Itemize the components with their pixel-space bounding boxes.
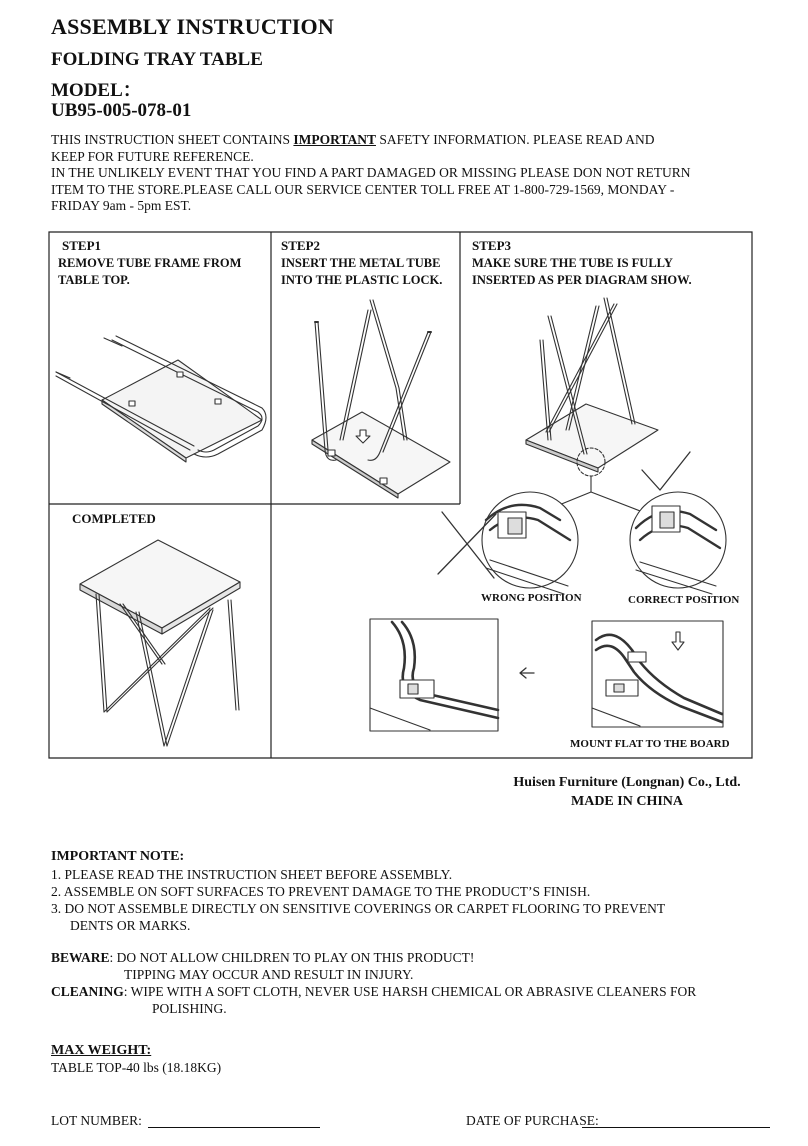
beware-block [51,949,771,1017]
lot-number-field[interactable] [148,1127,320,1128]
note-item-3-cont: DENTS OR MARKS. [70,918,191,933]
intro-line1: THIS INSTRUCTION SHEET CONTAINS [51,132,294,147]
lot-number-label: LOT NUMBER: [51,1113,142,1128]
max-weight-heading: MAX WEIGHT: [51,1043,152,1058]
step2-line1: INSERT THE METAL TUBE [281,256,441,270]
note-item-3: 3. DO NOT ASSEMBLE DIRECTLY ON SENSITIVE COVERINGS OR CARPET FLOORING TO PREVENT [51,901,666,916]
intro-line4: ITEM TO THE STORE.PLEASE CALL OUR SERVICE CENTER TOLL FREE AT 1-800-729-1569, MONDAY - [51,181,675,197]
completed-title: COMPLETED [72,511,156,526]
note-item-2: 2. ASSEMBLE ON SOFT SURFACES TO PREVENT DAMAGE TO THE PRODUCT’S FINISH. [51,884,591,899]
step2-line2: INTO THE PLASTIC LOCK. [281,273,443,287]
model-label: MODEL： [51,80,142,101]
step1-title: STEP1 [62,238,102,253]
important-emphasis: IMPORTANT [293,132,376,147]
step1-line2: TABLE TOP. [58,273,130,287]
cleaning-line2: POLISHING. [152,1001,227,1016]
company-block [494,773,760,811]
wrong-position-illustration [438,492,578,594]
completed-table-illustration [80,540,240,746]
left-arrow-icon [520,668,534,678]
step2-legs-illustration [312,300,450,498]
beware-line2: TIPPING MAY OCCUR AND RESULT IN INJURY. [124,967,414,982]
cleaning-line1: : WIPE WITH A SOFT CLOTH, NEVER USE HARSH CHEMICAL OR ABRASIVE CLEANERS FOR [123,984,697,999]
company-name: Huisen Furniture (Longnan) Co., Ltd. [513,775,741,790]
max-weight-value: TABLE TOP-40 lbs (18.18KG) [51,1060,222,1075]
date-of-purchase-label: DATE OF PURCHASE: [466,1113,599,1128]
important-note-heading: IMPORTANT NOTE: [51,849,185,864]
correct-position-caption: CORRECT POSITION [628,594,740,606]
intro-line2: KEEP FOR FUTURE REFERENCE. [51,148,254,164]
model-number: UB95-005-078-01 [51,100,192,121]
note-item-1: 1. PLEASE READ THE INSTRUCTION SHEET BEFORE ASSEMBLY. [51,867,453,882]
mount-flat-right-illustration [592,621,723,727]
wrong-position-caption: WRONG POSITION [481,592,582,604]
step3-line1: MAKE SURE THE TUBE IS FULLY [472,256,673,270]
intro-line5: FRIDAY 9am - 5pm EST. [51,198,192,213]
step1-frame-illustration [56,336,266,462]
step1-line1: REMOVE TUBE FRAME FROM [58,256,242,270]
beware-line1: : DO NOT ALLOW CHILDREN TO PLAY ON THIS PRODUCT! [109,950,475,965]
cleaning-label: CLEANING [51,984,124,999]
step2-title: STEP2 [281,238,321,253]
product-name: FOLDING TRAY TABLE [51,49,263,70]
document-title: ASSEMBLY INSTRUCTION [51,14,334,39]
intro-line1-end: SAFETY INFORMATION. PLEASE READ AND [375,132,655,147]
correct-position-illustration [630,452,726,594]
important-note-list [51,866,771,934]
date-of-purchase-field[interactable] [582,1127,770,1128]
made-in-label: MADE IN CHINA [571,794,683,809]
step3-title: STEP3 [472,238,512,253]
intro-line3: IN THE UNLIKELY EVENT THAT YOU FIND A PART DAMAGED OR MISSING PLEASE DON NOT RETURN [51,165,691,180]
beware-label: BEWARE [51,950,110,965]
mount-flat-caption: MOUNT FLAT TO THE BOARD [570,738,730,750]
mount-flat-left-illustration [370,619,498,731]
step3-line2: INSERTED AS PER DIAGRAM SHOW. [472,273,692,287]
step3-assembly-illustration [526,298,658,516]
